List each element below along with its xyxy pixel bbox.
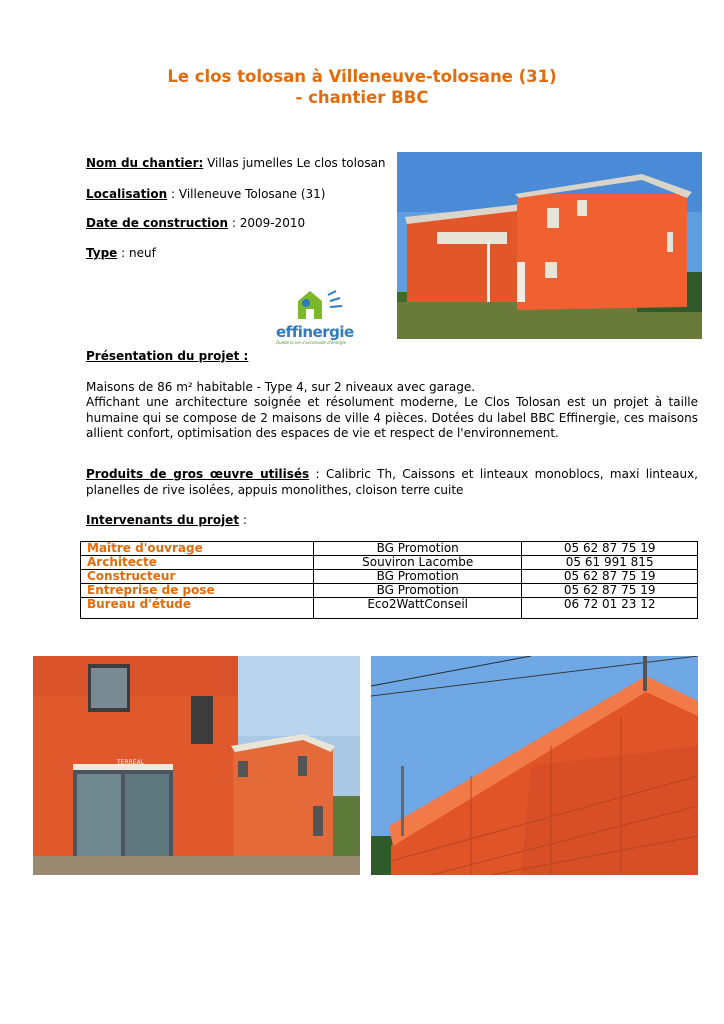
role-cell: Maître d'ouvrage (81, 542, 314, 556)
name-cell: BG Promotion (314, 542, 522, 556)
intervenants-colon: : (239, 513, 247, 527)
loc-value: : Villeneuve Tolosane (31) (167, 187, 326, 201)
intervenants-table (80, 541, 698, 619)
intervenants-heading: Intervenants du projet (86, 513, 240, 527)
produits-heading: Produits de gros œuvre utilisés (86, 467, 310, 481)
title-line-1: Le clos tolosan à Villeneuve-tolosane (31) (167, 67, 557, 86)
produits-paragraph (86, 467, 698, 498)
field-type (86, 246, 156, 260)
table-row (81, 542, 698, 556)
phone-cell: 05 62 87 75 19 (522, 542, 698, 556)
logo-tagline: Quelle la vie s'accomode d'énergie (276, 340, 347, 345)
page-title (0, 66, 724, 108)
name-cell: Eco2WattConseil (314, 598, 522, 619)
role-cell: Bureau d'étude (81, 598, 314, 619)
logo-house-icon (276, 287, 358, 321)
date-value: : 2009-2010 (228, 216, 306, 230)
phone-cell: 05 61 991 815 (522, 556, 698, 570)
field-nom (86, 156, 386, 170)
presentation-line1: Maisons de 86 m² habitable - Type 4, sur 2 niveaux avec garage. (86, 380, 476, 394)
construction-photo-front (33, 656, 360, 875)
field-localisation (86, 187, 325, 201)
table-row (81, 598, 698, 619)
presentation-heading: Présentation du projet : (86, 349, 249, 363)
table-row (81, 556, 698, 570)
name-cell: Souviron Lacombe (314, 556, 522, 570)
type-label: Type (86, 246, 118, 260)
produits-text: : Calibric Th, Caissons et linteaux monoblocs, maxi linteaux, planelles de rive isolées, appuis monolithes, cloison terre cuite (86, 467, 699, 497)
name-cell: BG Promotion (314, 570, 522, 584)
phone-cell: 06 72 01 23 12 (522, 598, 698, 619)
nom-label: Nom du chantier: (86, 156, 204, 170)
role-cell: Constructeur (81, 570, 314, 584)
intervenants-heading-line (86, 513, 247, 527)
logo-text: effinergie (276, 323, 354, 341)
house-photo (397, 152, 702, 339)
title-line-2: - chantier BBC (295, 88, 429, 107)
table-row (81, 570, 698, 584)
loc-label: Localisation (86, 187, 168, 201)
phone-cell: 05 62 87 75 19 (522, 570, 698, 584)
effinergie-logo (276, 287, 358, 345)
type-value: : neuf (117, 246, 156, 260)
name-cell: BG Promotion (314, 584, 522, 598)
wall-sign: TERREAL (117, 759, 145, 766)
date-label: Date de construction (86, 216, 229, 230)
phone-cell: 05 62 87 75 19 (522, 584, 698, 598)
nom-value: Villas jumelles Le clos tolosan (203, 156, 386, 170)
construction-photo-wall (371, 656, 698, 875)
field-date (86, 216, 305, 230)
role-cell: Architecte (81, 556, 314, 570)
role-cell: Entreprise de pose (81, 584, 314, 598)
presentation-body: Affichant une architecture soignée et résolument moderne, Le Clos Tolosan est un projet à taille humaine qui se compose de 2 maisons de ville 4 pièces. Dotées du label BBC Effinergie, ces maisons allient confort, optimisation des espaces de vie et respect de l'environnement. (86, 395, 698, 440)
table-row (81, 584, 698, 598)
